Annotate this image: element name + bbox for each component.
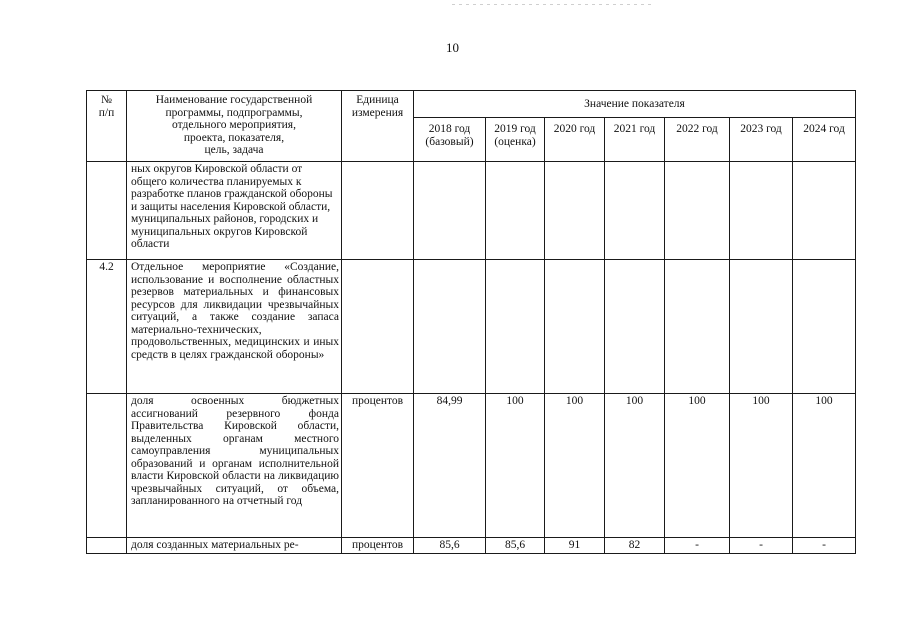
table-row	[87, 538, 856, 554]
header-year-2023: 2023 год	[730, 118, 793, 162]
header-year-2022: 2022 год	[665, 118, 730, 162]
row-num	[87, 394, 127, 538]
row-value-2024	[793, 162, 856, 260]
row-value-2022	[665, 162, 730, 260]
row-value-2019	[486, 260, 545, 394]
row-value-2023: 100	[730, 394, 793, 538]
row-value-2018: 85,6	[414, 538, 486, 554]
header-year-2020: 2020 год	[545, 118, 605, 162]
header-year-2018: 2018 год (базовый)	[414, 118, 486, 162]
row-value-2023: -	[730, 538, 793, 554]
header-num: № п/п	[87, 91, 127, 162]
row-value-2019: 100	[486, 394, 545, 538]
row-value-2021	[605, 260, 665, 394]
row-name: Отдельное мероприятие «Создание, использование и восполнение областных резервов материальных и финансовых ресурсов для ликвидации чрезвычайных ситуаций, а также создание запаса материально-технических, продовольственных, медицинских и иных средств в целях гражданской обороны»	[127, 260, 342, 394]
row-num: 4.2	[87, 260, 127, 394]
page-number: 10	[446, 40, 459, 55]
row-value-2024: -	[793, 538, 856, 554]
row-value-2019	[486, 162, 545, 260]
row-name: ных округов Кировской области от общего количества планируемых к разработке планов гражданской обороны и защиты населения Кировской области, муниципальных районов, городских и муниципальных округов Кировской области	[127, 162, 342, 260]
row-value-2024	[793, 260, 856, 394]
table-row	[87, 394, 856, 538]
row-value-2020	[545, 260, 605, 394]
table-row	[87, 260, 856, 394]
header-year-2019: 2019 год (оценка)	[486, 118, 545, 162]
row-value-2020	[545, 162, 605, 260]
header-row-top	[87, 91, 856, 118]
row-value-2021: 82	[605, 538, 665, 554]
row-name: доля созданных материальных ре-	[127, 538, 342, 554]
row-value-2022	[665, 260, 730, 394]
row-unit: процентов	[342, 394, 414, 538]
header-unit: Единица измерения	[342, 91, 414, 162]
row-value-2018	[414, 260, 486, 394]
indicator-table-wrap	[86, 90, 856, 554]
row-value-2021	[605, 162, 665, 260]
header-name: Наименование государственной программы, подпрограммы, отдельного мероприятия, проекта, показателя, цель, задача	[127, 91, 342, 162]
header-year-2024: 2024 год	[793, 118, 856, 162]
row-value-2023	[730, 162, 793, 260]
row-num	[87, 162, 127, 260]
header-year-2021: 2021 год	[605, 118, 665, 162]
row-unit	[342, 162, 414, 260]
row-num	[87, 538, 127, 554]
row-value-2022: 100	[665, 394, 730, 538]
row-name: доля освоенных бюджетных ассигнований резервного фонда Правительства Кировской области, выделенных органам местного самоуправления муниципальных образований и органам исполнительной власти Кировской области на ликвидацию чрезвычайных ситуаций, от объема, запланированного на отчетный год	[127, 394, 342, 538]
row-value-2018	[414, 162, 486, 260]
row-unit: процентов	[342, 538, 414, 554]
row-value-2023	[730, 260, 793, 394]
row-unit	[342, 260, 414, 394]
row-value-2020: 100	[545, 394, 605, 538]
header-value-group: Значение показателя	[414, 91, 856, 118]
row-value-2020: 91	[545, 538, 605, 554]
row-value-2022: -	[665, 538, 730, 554]
row-value-2024: 100	[793, 394, 856, 538]
row-value-2021: 100	[605, 394, 665, 538]
scan-artifact	[452, 4, 652, 5]
indicator-table	[86, 90, 856, 554]
row-value-2018: 84,99	[414, 394, 486, 538]
row-value-2019: 85,6	[486, 538, 545, 554]
table-row	[87, 162, 856, 260]
